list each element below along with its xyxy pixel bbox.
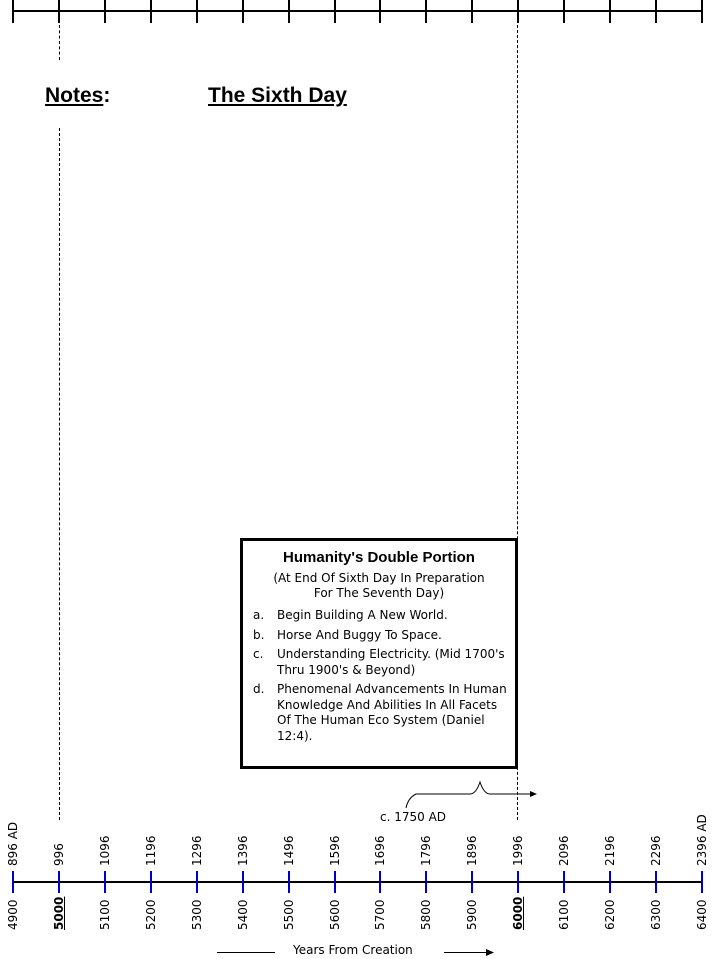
list-item [253, 628, 509, 644]
list-item-text: Phenomenal Advancements In Human Knowledge And Abilities In All Facets Of The Human Eco System (Daniel 12:4). [277, 682, 507, 743]
creation-year-label: 6400 [695, 899, 709, 930]
ruler-tick [104, 0, 106, 23]
ad-year-label: 1496 [282, 835, 296, 866]
box-subtitle-line1: (At End Of Sixth Day In Preparation [273, 571, 485, 585]
creation-year-label: 4900 [6, 899, 20, 930]
ruler-tick [334, 0, 336, 23]
axis-title-right-line [444, 952, 488, 953]
ad-year-label: 2396 AD [695, 814, 709, 866]
creation-year-label: 5900 [465, 899, 479, 930]
top-ruler-line [13, 10, 702, 12]
ruler-tick [196, 0, 198, 23]
axis-title: Years From Creation [293, 943, 413, 957]
creation-year-label: 6200 [603, 899, 617, 930]
creation-year-label: 5000 [52, 896, 66, 930]
timeline-tick [701, 871, 703, 893]
timeline-tick [334, 871, 336, 893]
list-marker: a. [253, 608, 265, 622]
timeline-tick [58, 871, 60, 893]
ad-year-label: 996 [52, 843, 66, 866]
ruler-tick [242, 0, 244, 23]
ad-year-label: 1896 [465, 835, 479, 866]
box-title: Humanity's Double Portion [283, 549, 475, 566]
list-item-text: Horse And Buggy To Space. [277, 627, 442, 642]
timeline-tick [150, 871, 152, 893]
left-guide-dashed-line [59, 128, 60, 820]
double-portion-box [240, 538, 518, 769]
creation-year-label: 5800 [419, 899, 433, 930]
ad-year-label: 2296 [649, 835, 663, 866]
list-item-text: Understanding Electricity. (Mid 1700's Thru 1900's & Beyond) [277, 647, 505, 677]
list-marker: d. [253, 682, 265, 696]
timeline-tick [471, 871, 473, 893]
creation-year-label: 5300 [190, 899, 204, 930]
creation-year-label: 5100 [98, 899, 112, 930]
list-marker: b. [253, 627, 265, 642]
ruler-tick [471, 0, 473, 23]
creation-year-label: 5500 [282, 899, 296, 930]
creation-year-label: 5400 [236, 899, 250, 930]
creation-year-label: 6300 [649, 899, 663, 930]
ad-year-label: 1396 [236, 835, 250, 866]
ad-year-label: 2096 [557, 835, 571, 866]
list-item [253, 682, 509, 744]
ruler-tick [563, 0, 565, 23]
ad-year-label: 1296 [190, 835, 204, 866]
list-item [253, 608, 509, 624]
ad-year-label: 1196 [144, 835, 158, 866]
annotation-label: c. 1750 AD [380, 810, 447, 824]
creation-year-label: 5600 [328, 899, 342, 930]
timeline-axis-line [13, 881, 702, 883]
creation-year-label: 5700 [373, 899, 387, 930]
timeline-tick [242, 871, 244, 893]
axis-title-left-line [217, 952, 275, 953]
notes-heading [45, 84, 110, 108]
timeline-tick [104, 871, 106, 893]
ad-year-label: 1796 [419, 835, 433, 866]
ruler-tick [609, 0, 611, 23]
creation-year-label: 6000 [511, 896, 525, 930]
brace-arrow-icon [400, 778, 545, 810]
timeline-tick [563, 871, 565, 893]
page-title: The Sixth Day [208, 84, 347, 107]
ruler-tick [701, 0, 703, 23]
ad-year-label: 2196 [603, 835, 617, 866]
timeline-tick [655, 871, 657, 893]
ruler-tick [379, 0, 381, 23]
creation-year-label: 6100 [557, 899, 571, 930]
ruler-tick [150, 0, 152, 23]
ad-year-label: 1096 [98, 835, 112, 866]
timeline-tick [288, 871, 290, 893]
timeline-tick [196, 871, 198, 893]
ruler-tick [655, 0, 657, 23]
notes-label: Notes [45, 84, 104, 107]
box-subtitle [243, 571, 515, 601]
ad-year-label: 1696 [373, 835, 387, 866]
notes-colon: : [103, 84, 111, 107]
ad-year-label: 1596 [328, 835, 342, 866]
creation-year-label: 5200 [144, 899, 158, 930]
ad-year-label: 1996 [511, 835, 525, 866]
ruler-tick [288, 0, 290, 23]
timeline-tick [609, 871, 611, 893]
timeline-tick [12, 871, 14, 893]
box-subtitle-line2: For The Seventh Day) [313, 586, 445, 600]
ruler-tick [12, 0, 14, 23]
arrow-right-icon [486, 948, 496, 957]
ad-year-label: 896 AD [6, 821, 20, 866]
list-marker: c. [253, 647, 264, 661]
ruler-tick [58, 0, 60, 23]
ruler-tick [425, 0, 427, 23]
list-item [253, 647, 509, 678]
timeline-tick [517, 871, 519, 893]
timeline-tick [425, 871, 427, 893]
list-item-text: Begin Building A New World. [277, 608, 448, 622]
timeline-tick [379, 871, 381, 893]
left-guide-dashed-line-upper [59, 25, 60, 60]
box-list [243, 608, 515, 744]
